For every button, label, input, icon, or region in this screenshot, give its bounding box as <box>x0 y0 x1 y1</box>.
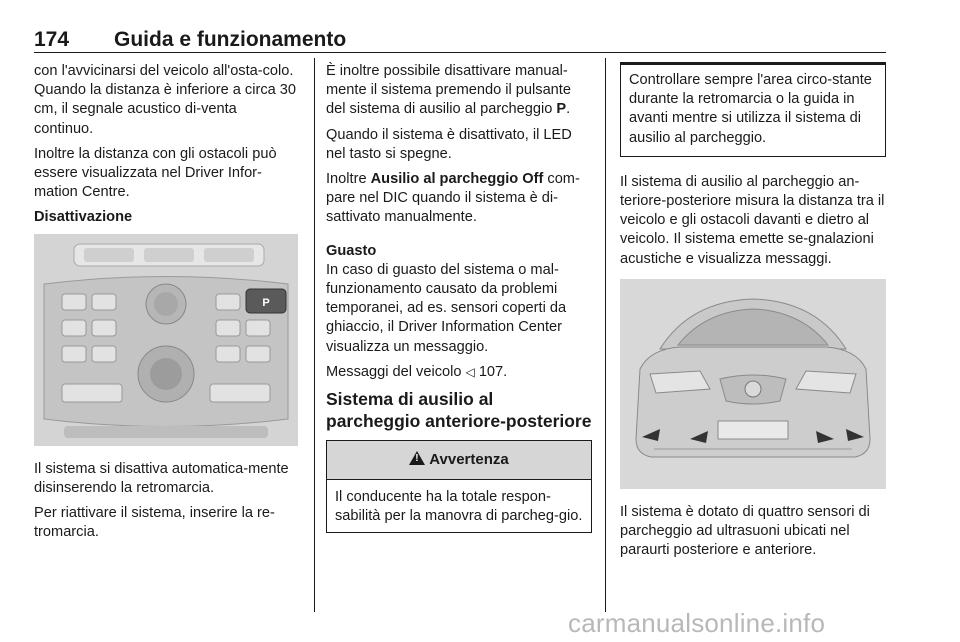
column-divider <box>605 58 606 612</box>
vehicle-front-figure <box>620 279 886 489</box>
column-left <box>34 62 300 548</box>
paragraph-text: È inoltre possibile disattivare manual-mente il sistema premendo il pulsante del sistema di ausilio al parcheggio <box>326 63 571 118</box>
notice-box: Controllare sempre l'area circo-stante durante la retromarcia o la guida in avanti mentre si utilizza il sistema di ausilio al parcheggio. <box>620 62 886 157</box>
vehicle-illustration <box>620 279 886 489</box>
console-illustration <box>34 234 298 446</box>
section-heading: Sistema di ausilio al parcheggio anteriore-posteriore <box>326 389 592 432</box>
warning-icon <box>409 451 425 465</box>
paragraph <box>326 170 592 228</box>
page-number: 174 <box>34 28 70 51</box>
page-reference: 107. <box>474 363 508 380</box>
subheading-disattivazione: Disattivazione <box>34 209 133 226</box>
warning-text: Il conducente ha la totale respon-sabilità per la manovra di parcheg-gio. <box>335 489 583 525</box>
paragraph-text: Messaggi del veicolo <box>326 363 466 380</box>
paragraph-text: Inoltre <box>326 171 371 188</box>
watermark: carmanualsonline.info <box>568 608 826 638</box>
paragraph: Quando il sistema è disattivato, il LED nel tasto si spegne. <box>326 126 572 162</box>
paragraph: Inoltre la distanza con gli ostacoli può essere visualizzata nel Driver Infor-mation Centre. <box>34 145 277 201</box>
page-title: Guida e funzionamento <box>114 28 347 51</box>
subheading-guasto: Guasto <box>326 242 377 259</box>
paragraph: In caso di guasto del sistema o mal-funzionamento causato da problemi temporanei, ad es. sensori coperti da ghiaccio, il Driver Information Center visualizza un messaggio. <box>326 261 567 355</box>
paragraph-text: com-pare nel DIC quando il sistema è di-sattivato manualmente. <box>326 171 580 226</box>
paragraph: Il sistema è dotato di quattro sensori di parcheggio ad ultrasuoni ubicati nel paraurti posteriore e anteriore. <box>620 503 870 559</box>
center-console-figure <box>34 234 298 446</box>
paragraph: con l'avvicinarsi del veicolo all'osta-colo. Quando la distanza è inferiore a circa 30 cm, il segnale acustico di-venta continuo. <box>34 63 297 137</box>
paragraph: Il sistema si disattiva automatica-mente disinserendo la retromarcia. <box>34 460 289 496</box>
paragraph: Il sistema di ausilio al parcheggio an-teriore-posteriore misura la distanza tra il veicolo e gli ostacoli davanti e dietro al veicolo. Il sistema emette se-gnalazioni acustiche e visualizza messaggi. <box>620 173 885 267</box>
paragraph <box>326 62 592 120</box>
column-divider <box>314 58 315 612</box>
warning-box <box>326 440 592 533</box>
page-header <box>34 28 886 50</box>
column-right <box>620 62 886 566</box>
dic-message: Ausilio al parcheggio Off <box>370 171 544 188</box>
page-reference-icon: ◁ <box>465 364 475 379</box>
warning-icon-mark: ! <box>415 453 419 465</box>
paragraph-end: . <box>566 101 571 118</box>
warning-header <box>327 441 591 480</box>
park-assist-symbol: P <box>556 101 567 118</box>
warning-title: Avvertenza <box>429 451 509 469</box>
paragraph: Per riattivare il sistema, inserire la re-tromarcia. <box>34 505 275 541</box>
header-rule <box>34 52 886 53</box>
park-assist-button-label: P <box>262 296 270 309</box>
column-middle <box>326 62 592 533</box>
paragraph <box>326 363 592 382</box>
